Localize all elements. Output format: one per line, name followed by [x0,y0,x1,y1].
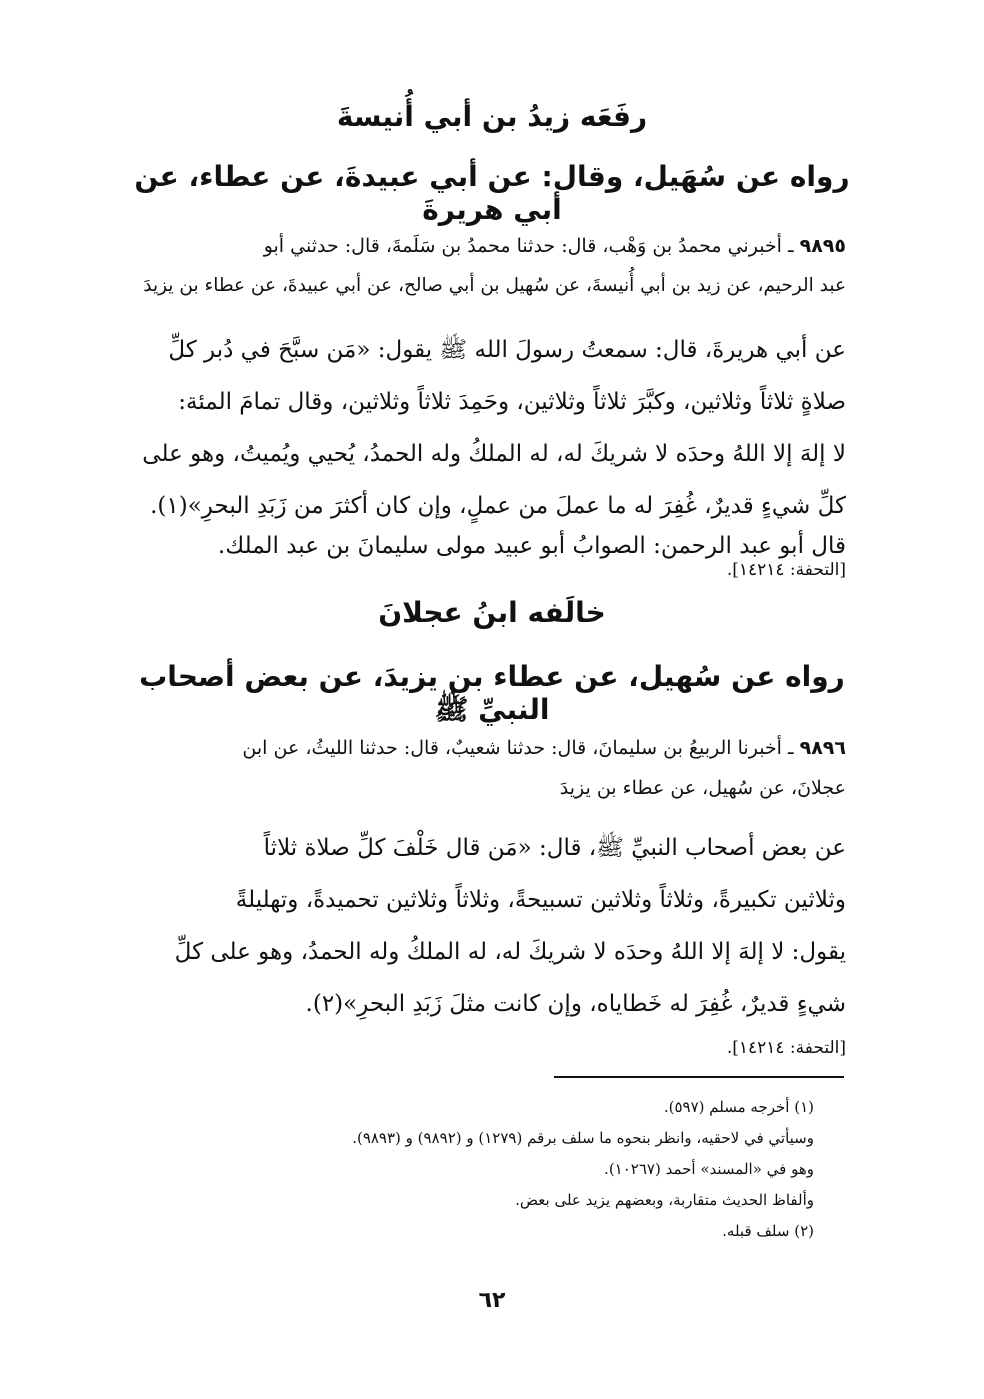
hadith-number: ٩٨٩٥ [799,235,846,257]
matn-line: كلِّ شيءٍ قديرٌ، غُفِرَ له ما عملَ من عملٍ، وإن كان أكثرَ من زَبَدِ البحرِ»(١). [150,493,846,519]
matn-line: لا إلهَ إلا اللهُ وحدَه لا شريكَ له، له الملكُ وله الحمدُ، يُحيي ويُميتُ، وهو على [142,441,846,467]
page-number: ٦٢ [478,1288,506,1313]
matn-line: عن بعض أصحاب النبيِّ ﷺ، قال: «مَن قال خَلْفَ كلِّ صلاة ثلاثاً [263,835,846,861]
footnote: وألفاظ الحديث متقاربة، وبعضهم يزيد على بعض. [515,1191,814,1209]
matn-line: عن أبي هريرةَ، قال: سمعتُ رسولَ الله ﷺ يقول: «مَن سبَّحَ في دُبر كلِّ [168,337,846,363]
hadith-9896-matn [136,822,846,1030]
hadith-9895-matn [136,324,846,532]
isnad-line-1: ٩٨٩٦ ـ أخبرنا الربيعُ بن سليمانَ، قال: حدثنا شعيبٌ، قال: حدثنا الليثُ، عن ابن [242,737,846,759]
tuhfa-reference-2: [التحفة: ١٤٢١٤]. [726,1038,846,1058]
isnad-line-1: ٩٨٩٥ ـ أخبرني محمدُ بن وَهْب، قال: حدثنا محمدُ بن سَلَمةَ، قال: حدثني أبو [263,235,846,257]
hadith-9896-isnad [136,728,846,808]
hadith-9895-isnad [136,226,846,306]
hadith-number: ٩٨٩٦ [799,737,846,759]
section-heading-3: خالَفه ابنُ عجلانَ [378,596,606,629]
isnad-line-2: عبد الرحيم، عن زيد بن أبي أُنيسةَ، عن سُهيل بن أبي صالح، عن أبي عبيدةَ، عن عطاء بن يزيدَ [143,275,846,296]
matn-line: شيءٍ قديرٌ، غُفِرَ له خَطاياه، وإن كانت مثلَ زَبَدِ البحرِ»(٢). [305,991,846,1017]
footnote: (٢) سلف قبله. [722,1222,814,1240]
matn-line: صلاةٍ ثلاثاً وثلاثين، وكبَّرَ ثلاثاً وثلاثين، وحَمِدَ ثلاثاً وثلاثين، وقال تمامَ المئة: [178,389,846,415]
hadith-9895-comment: قال أبو عبد الرحمن: الصوابُ أبو عبيد مولى سليمانَ بن عبد الملك. [217,533,846,559]
footnote: (١) أخرجه مسلم (٥٩٧). [663,1098,814,1116]
footnotes [140,1092,814,1247]
tuhfa-reference-1: [التحفة: ١٤٢١٤]. [726,560,846,580]
section-heading-2: رواه عن سُهَيل، وقال: عن أبي عبيدةَ، عن عطاء، عن أبي هريرةَ [134,160,850,226]
section-heading-1: رفَعَه زيدُ بن أبي أُنيسةَ [336,100,648,133]
footnote: وهو في «المسند» أحمد (١٠٢٦٧). [604,1160,814,1178]
isnad-line-2: عجلانَ، عن سُهيل، عن عطاء بن يزيدَ [559,777,846,799]
matn-line: وثلاثين تكبيرةً، وثلاثاً وثلاثين تسبيحةً، وثلاثاً وثلاثين تحميدةً، وتهليلةً [235,887,846,913]
matn-line: يقول: لا إلهَ إلا اللهُ وحدَه لا شريكَ له، له الملكُ وله الحمدُ، وهو على كلِّ [174,939,846,965]
footnote: وسيأتي في لاحقيه، وانظر بنحوه ما سلف برقم (١٢٧٩) و (٩٨٩٢) و (٩٨٩٣). [352,1129,814,1147]
section-heading-4: رواه عن سُهيل، عن عطاء بن يزيدَ، عن بعض أصحاب النبيِّ ﷺ [139,660,845,726]
footnote-separator [554,1076,844,1078]
